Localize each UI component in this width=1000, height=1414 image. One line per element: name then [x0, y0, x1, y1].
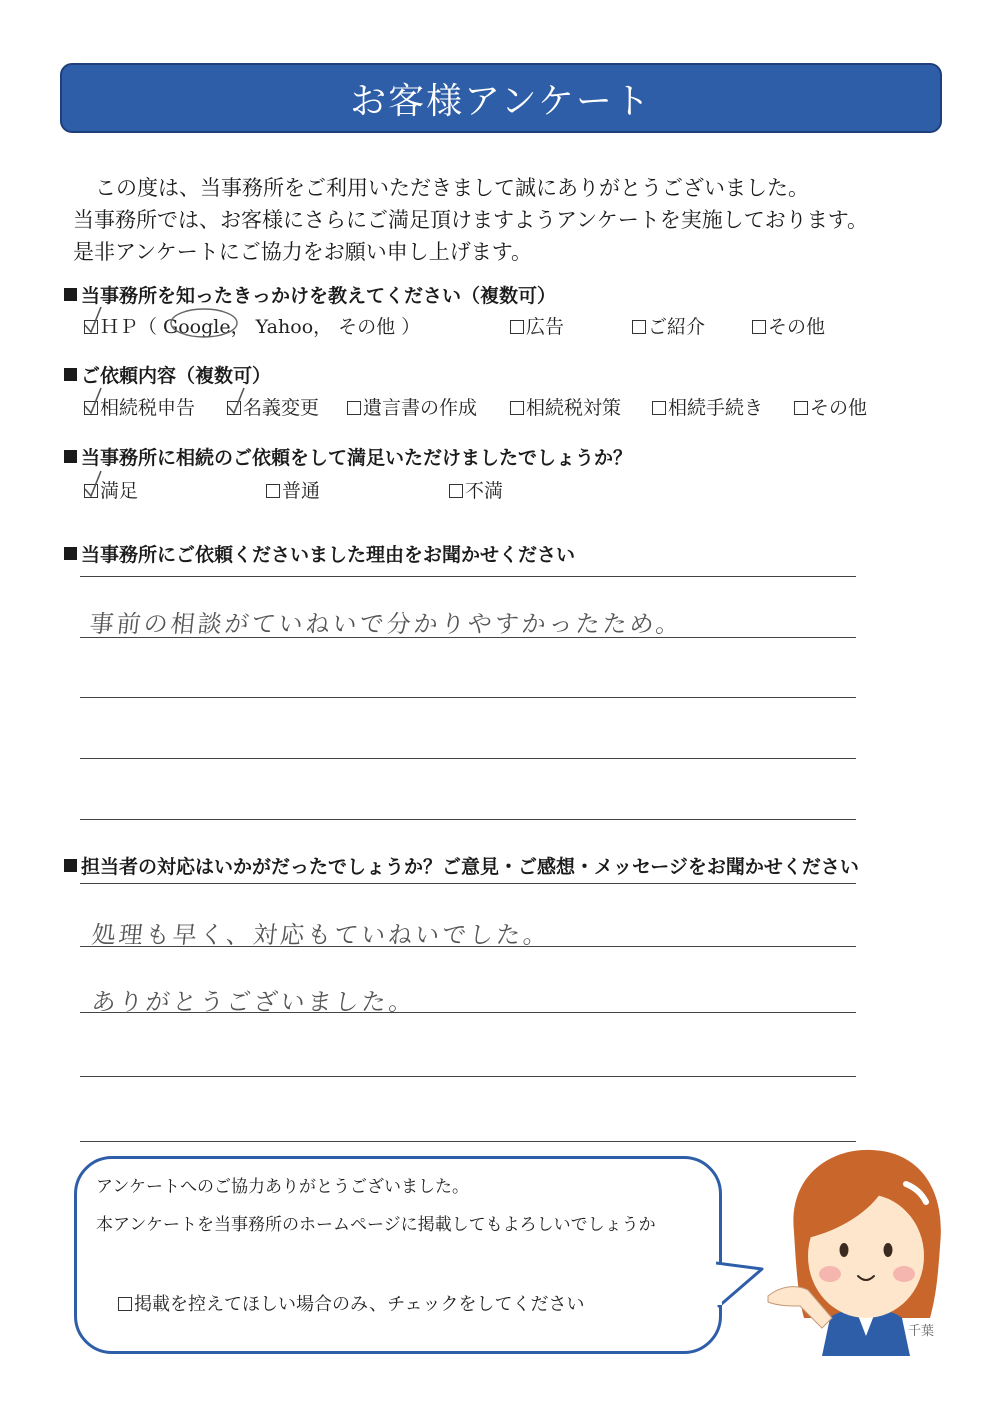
intro-text	[73, 172, 868, 268]
option-label: 不満	[465, 480, 504, 502]
option-label: 相続税申告	[100, 397, 196, 419]
checkmark-icon	[83, 305, 105, 335]
answer-line	[80, 697, 856, 698]
option-will[interactable]	[347, 393, 477, 420]
option-label: 遺言書の作成	[363, 397, 478, 419]
checkbox-title-change[interactable]	[227, 401, 241, 415]
handwritten-answer: 事前の相談がていねいで分かりやすかったため。	[88, 610, 685, 638]
question-label: ご依頼内容（複数可）	[81, 365, 272, 387]
answer-line	[80, 946, 856, 947]
checkmark-icon	[83, 386, 105, 416]
question-staff-feedback	[64, 852, 859, 879]
optout-option[interactable]	[118, 1290, 585, 1316]
closing-thanks: アンケートへのご協力ありがとうございました。	[96, 1177, 469, 1197]
closing-permission-question: 本アンケートを当事務所のホームページに掲載してもよろしいでしょうか	[96, 1215, 656, 1235]
checkbox-ad[interactable]	[510, 320, 524, 334]
answer-line	[80, 1012, 856, 1013]
option-title-change[interactable]	[227, 393, 319, 420]
intro-line: 当事務所では、お客様にさらにご満足頂けますようアンケートを実施しております。	[73, 208, 869, 232]
option-dissatisfied[interactable]	[449, 476, 503, 503]
checkbox-tax-return[interactable]	[84, 401, 98, 415]
option-tax-return[interactable]	[84, 393, 195, 420]
square-bullet-icon	[64, 450, 77, 463]
question-reason	[64, 540, 575, 567]
option-label: 相続手続き	[668, 397, 764, 419]
staff-signature: 千葉	[908, 1324, 935, 1339]
checkbox-other-request[interactable]	[794, 401, 808, 415]
handwritten-answer: ありがとうございました。	[90, 988, 418, 1016]
checkmark-icon	[83, 469, 105, 499]
option-label: その他	[768, 316, 826, 338]
checkbox-average[interactable]	[266, 484, 280, 498]
question-satisfaction	[64, 443, 632, 470]
title-banner	[60, 63, 942, 133]
option-procedures[interactable]	[652, 393, 763, 420]
handwritten-answer: 処理も早く、対応もていねいでした。	[90, 921, 552, 949]
option-other-request[interactable]	[794, 393, 867, 420]
answer-line	[80, 883, 856, 884]
option-label: ご紹介	[648, 316, 706, 338]
option-label: 満足	[100, 480, 139, 502]
question-label: 当事務所に相続のご依頼をして満足いただけましたでしょうか？	[81, 447, 633, 469]
checkmark-icon	[226, 386, 248, 416]
answer-line	[80, 1141, 856, 1142]
question-label: 担当者の対応はいかがだったでしょうか？ご意見・ご感想・メッセージをお聞かせください	[81, 856, 859, 878]
checkbox-referral[interactable]	[632, 320, 646, 334]
option-label: 広告	[526, 316, 565, 338]
circle-mark-icon	[168, 306, 240, 340]
answer-line	[80, 819, 856, 820]
option-referral[interactable]	[632, 312, 705, 339]
option-label: 名義変更	[243, 397, 320, 419]
checkbox-hp[interactable]	[84, 320, 98, 334]
checkbox-satisfied[interactable]	[84, 484, 98, 498]
question-referral	[64, 281, 556, 308]
answer-line	[80, 576, 856, 577]
optout-label: 掲載を控えてほしい場合のみ、チェックをしてください	[134, 1294, 585, 1315]
square-bullet-icon	[64, 547, 77, 560]
checkbox-tax-planning[interactable]	[510, 401, 524, 415]
square-bullet-icon	[64, 859, 77, 872]
checkbox-other-source[interactable]	[752, 320, 766, 334]
option-label: 普通	[282, 480, 321, 502]
checkbox-optout[interactable]	[118, 1297, 132, 1311]
question-label: 当事務所にご依頼くださいました理由をお聞かせください	[81, 544, 576, 566]
answer-line	[80, 1076, 856, 1077]
option-label: その他	[810, 397, 868, 419]
option-satisfied[interactable]	[84, 476, 138, 503]
intro-line: この度は、当事務所をご利用いただきまして誠にありがとうございました。	[95, 176, 809, 200]
option-label: 相続税対策	[526, 397, 622, 419]
question-label: 当事務所を知ったきっかけを教えてください（複数可）	[81, 285, 557, 307]
option-other-source[interactable]	[752, 312, 825, 339]
bubble-tail-icon	[716, 1255, 766, 1315]
option-tax-planning[interactable]	[510, 393, 621, 420]
option-average[interactable]	[266, 476, 320, 503]
intro-line: 是非アンケートにご協力をお願い申し上げます。	[73, 240, 533, 264]
question-request-type	[64, 361, 271, 388]
option-hp[interactable]	[84, 312, 420, 339]
checkbox-dissatisfied[interactable]	[449, 484, 463, 498]
option-ad[interactable]	[510, 312, 564, 339]
square-bullet-icon	[64, 368, 77, 381]
square-bullet-icon	[64, 288, 77, 301]
checkbox-procedures[interactable]	[652, 401, 666, 415]
checkbox-will[interactable]	[347, 401, 361, 415]
option-label: ＨＰ（ Google， Yahoo， その他 ）	[100, 316, 421, 338]
answer-line	[80, 758, 856, 759]
answer-line	[80, 637, 856, 638]
page-title: お客様アンケート	[350, 80, 652, 122]
